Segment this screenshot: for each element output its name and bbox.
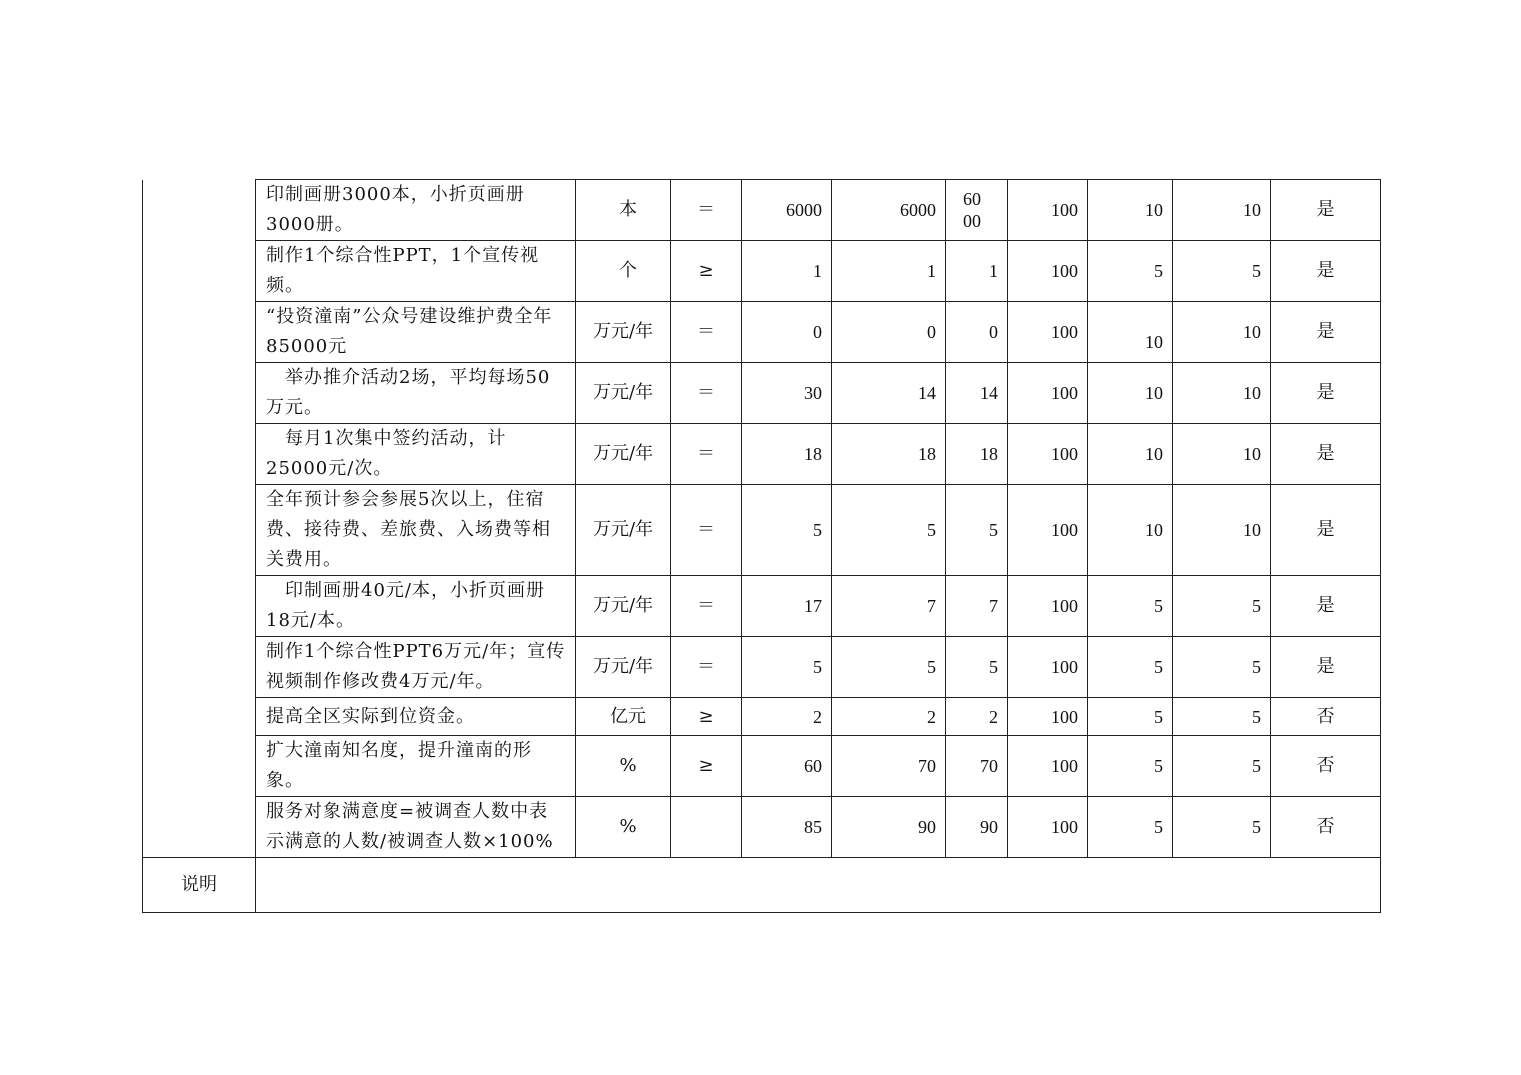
value-cell-v4: 100 — [1008, 797, 1088, 858]
value-cell-v5 — [1088, 302, 1173, 363]
value-cell-v3: 0 — [946, 302, 1008, 363]
unit-text: 万元/年 — [593, 443, 654, 464]
left-merged-cell — [143, 180, 256, 858]
note-content — [256, 858, 1381, 913]
value-cell-v5: 10 — [1088, 363, 1173, 424]
value-cell-v6: 5 — [1173, 797, 1271, 858]
value-cell-v4: 100 — [1008, 180, 1088, 241]
value-cell-v5: 10 — [1088, 485, 1173, 576]
unit-text: 万元/年 — [593, 656, 654, 677]
indicator-description: 全年预计参会参展5次以上，住宿费、接待费、差旅费、入场费等相关费用。 — [256, 485, 576, 576]
note-label: 说明 — [143, 858, 256, 913]
value-cell-v2: 5 — [832, 637, 946, 698]
value-cell-v6: 5 — [1173, 241, 1271, 302]
value-cell-v6: 10 — [1173, 302, 1271, 363]
table-row — [143, 637, 1381, 698]
indicator-description: 印制画册40元/本，小折页画册18元/本。 — [256, 576, 576, 637]
core-indicator-flag: 是 — [1271, 576, 1381, 637]
value-cell-v1: 30 — [742, 363, 832, 424]
value-cell-v6: 10 — [1173, 180, 1271, 241]
value-cell-v3: 5 — [946, 485, 1008, 576]
operator-cell: ＝ — [671, 363, 742, 424]
unit-cell — [576, 576, 671, 637]
value-cell-v2: 1 — [832, 241, 946, 302]
core-indicator-flag: 是 — [1271, 424, 1381, 485]
unit-text: 万元/年 — [593, 321, 654, 342]
indicator-description: 制作1个综合性PPT6万元/年；宣传视频制作修改费4万元/年。 — [256, 637, 576, 698]
value-cell-v2: 70 — [832, 736, 946, 797]
core-indicator-flag: 是 — [1271, 180, 1381, 241]
value-cell-v3: 70 — [946, 736, 1008, 797]
value-cell-v6: 5 — [1173, 637, 1271, 698]
indicator-description: 服务对象满意度=被调查人数中表示满意的人数/被调查人数×100% — [256, 797, 576, 858]
core-indicator-flag: 是 — [1271, 241, 1381, 302]
unit-cell: 本 — [576, 180, 671, 241]
operator-cell: ＝ — [671, 302, 742, 363]
unit-cell — [576, 363, 671, 424]
value-cell-v6: 5 — [1173, 576, 1271, 637]
core-indicator-flag: 否 — [1271, 797, 1381, 858]
value-cell-v1: 0 — [742, 302, 832, 363]
note-row — [143, 858, 1381, 913]
operator-cell: ＝ — [671, 424, 742, 485]
value-cell-v3: 60 00 — [946, 180, 1008, 241]
value-cell-v5: 5 — [1088, 637, 1173, 698]
value-cell-v1: 1 — [742, 241, 832, 302]
value-cell-v3: 14 — [946, 363, 1008, 424]
unit-cell: % — [576, 736, 671, 797]
operator-cell: ＝ — [671, 485, 742, 576]
operator-cell: ＝ — [671, 576, 742, 637]
unit-cell — [576, 424, 671, 485]
unit-cell: % — [576, 797, 671, 858]
operator-cell — [671, 797, 742, 858]
table-row — [143, 363, 1381, 424]
value-cell-v6: 10 — [1173, 485, 1271, 576]
operator-cell: ≥ — [671, 736, 742, 797]
unit-cell: 亿元 — [576, 698, 671, 736]
table-row — [143, 180, 1381, 241]
value-cell-v2: 0 — [832, 302, 946, 363]
table-row — [143, 736, 1381, 797]
core-indicator-flag: 是 — [1271, 637, 1381, 698]
indicator-description: 举办推介活动2场，平均每场50万元。 — [256, 363, 576, 424]
value-cell-v2: 90 — [832, 797, 946, 858]
value-cell-v4: 100 — [1008, 637, 1088, 698]
table-row — [143, 424, 1381, 485]
value-cell-v1: 5 — [742, 637, 832, 698]
core-indicator-flag: 是 — [1271, 363, 1381, 424]
unit-text: 万元/年 — [593, 382, 654, 403]
unit-text: 万元/年 — [593, 595, 654, 616]
value-cell-v6: 10 — [1173, 363, 1271, 424]
value-cell-v3: 5 — [946, 637, 1008, 698]
unit-cell — [576, 637, 671, 698]
value-cell-v3: 7 — [946, 576, 1008, 637]
value-cell-v5: 5 — [1088, 736, 1173, 797]
value-cell-v3: 90 — [946, 797, 1008, 858]
table-row — [143, 302, 1381, 363]
value-cell-v5: 10 — [1088, 180, 1173, 241]
value-cell-v2: 18 — [832, 424, 946, 485]
value-cell-v1: 85 — [742, 797, 832, 858]
value-cell-v1: 6000 — [742, 180, 832, 241]
value-cell-v1: 17 — [742, 576, 832, 637]
value-text: 10 — [1145, 332, 1163, 352]
operator-cell: ≥ — [671, 698, 742, 736]
value-cell-v1: 5 — [742, 485, 832, 576]
value-cell-v6: 10 — [1173, 424, 1271, 485]
unit-cell — [576, 485, 671, 576]
value-cell-v2: 6000 — [832, 180, 946, 241]
indicator-description: 印制画册3000本，小折页画册3000册。 — [256, 180, 576, 241]
indicator-description: 提高全区实际到位资金。 — [256, 698, 576, 736]
value-cell-v3: 2 — [946, 698, 1008, 736]
core-indicator-flag: 否 — [1271, 736, 1381, 797]
value-cell-v1: 2 — [742, 698, 832, 736]
value-cell-v5: 10 — [1088, 424, 1173, 485]
value-cell-v4: 100 — [1008, 736, 1088, 797]
value-cell-v5: 5 — [1088, 576, 1173, 637]
operator-cell: ≥ — [671, 241, 742, 302]
value-cell-v2: 2 — [832, 698, 946, 736]
value-cell-v6: 5 — [1173, 698, 1271, 736]
core-indicator-flag: 是 — [1271, 302, 1381, 363]
value-cell-v3: 18 — [946, 424, 1008, 485]
value-cell-v4: 100 — [1008, 363, 1088, 424]
value-cell-v3: 1 — [946, 241, 1008, 302]
value-cell-v1: 18 — [742, 424, 832, 485]
operator-cell: ＝ — [671, 180, 742, 241]
unit-cell — [576, 302, 671, 363]
unit-cell: 个 — [576, 241, 671, 302]
indicator-description: 每月1次集中签约活动，计25000元/次。 — [256, 424, 576, 485]
value-cell-v6: 5 — [1173, 736, 1271, 797]
table-row — [143, 797, 1381, 858]
value-cell-v5: 5 — [1088, 241, 1173, 302]
value-cell-v4: 100 — [1008, 576, 1088, 637]
value-cell-v2: 7 — [832, 576, 946, 637]
value-cell-v4: 100 — [1008, 698, 1088, 736]
table-row — [143, 241, 1381, 302]
value-cell-v4: 100 — [1008, 241, 1088, 302]
indicator-description: 扩大潼南知名度，提升潼南的形象。 — [256, 736, 576, 797]
value-cell-v2: 14 — [832, 363, 946, 424]
unit-text: 万元/年 — [593, 519, 654, 540]
table-row — [143, 485, 1381, 576]
core-indicator-flag: 否 — [1271, 698, 1381, 736]
value-cell-v5: 5 — [1088, 698, 1173, 736]
value-cell-v5: 5 — [1088, 797, 1173, 858]
value-cell-v2: 5 — [832, 485, 946, 576]
indicator-description: “投资潼南”公众号建设维护费全年85000元 — [256, 302, 576, 363]
value-cell-v4: 100 — [1008, 302, 1088, 363]
core-indicator-flag: 是 — [1271, 485, 1381, 576]
value-cell-v4: 100 — [1008, 485, 1088, 576]
value-cell-v1: 60 — [742, 736, 832, 797]
operator-cell: ＝ — [671, 637, 742, 698]
performance-table — [142, 179, 1381, 913]
table-row — [143, 698, 1381, 736]
indicator-description: 制作1个综合性PPT，1个宣传视频。 — [256, 241, 576, 302]
table-row — [143, 576, 1381, 637]
value-cell-v4: 100 — [1008, 424, 1088, 485]
